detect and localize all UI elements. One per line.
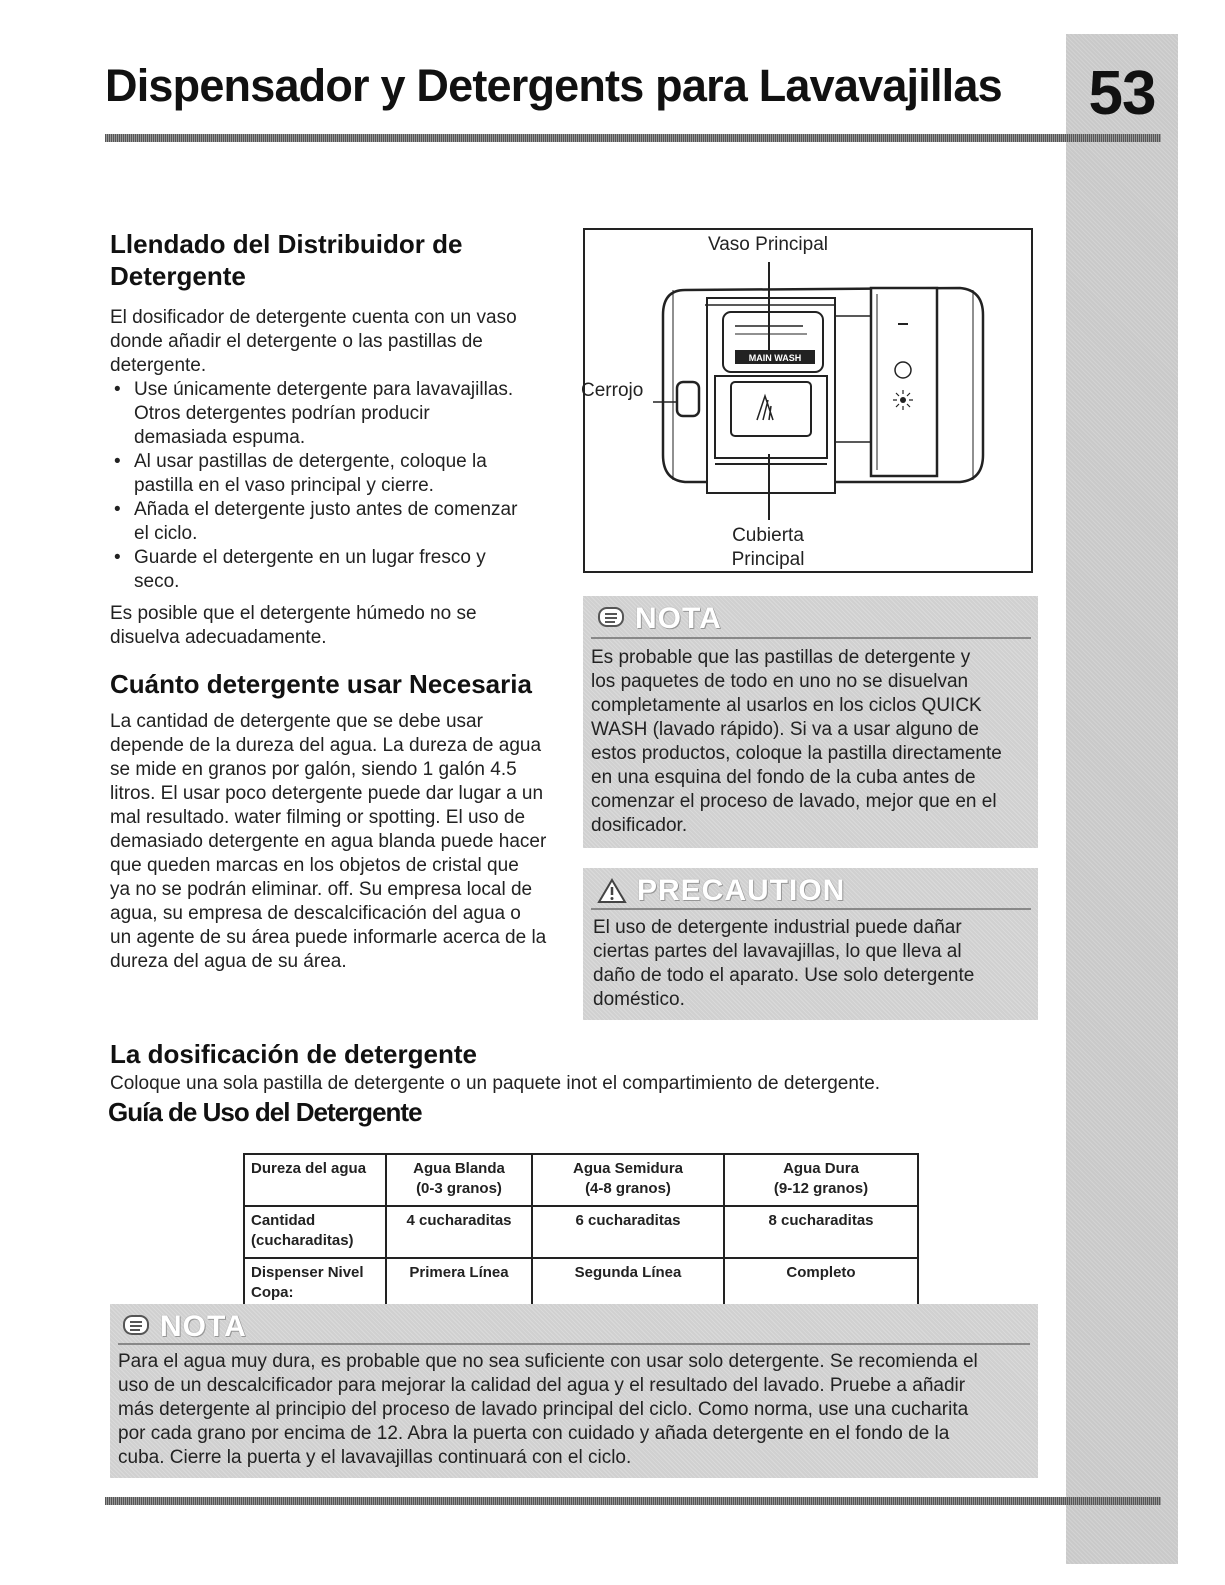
note-header: [122, 1310, 247, 1344]
text-line: dosificador.: [591, 815, 688, 836]
text-line: Otros detergentes podrían producir: [134, 403, 430, 424]
list-item: [110, 498, 570, 546]
table-cell: [532, 1154, 724, 1206]
section-dispenser-filling: [110, 228, 570, 650]
text-line: comenzar el proceso de lavado, mejor que en el: [591, 791, 997, 812]
caution-heading: PRECAUTION: [637, 874, 846, 907]
page-number: 53: [1088, 59, 1156, 128]
cell-text: Agua Dura: [783, 1160, 859, 1177]
text-line: estos productos, coloque la pastilla directamente: [591, 743, 1002, 764]
text-line: donde añadir el detergente o las pastillas de: [110, 331, 483, 352]
note-icon: [122, 1314, 150, 1340]
text-line: seco.: [134, 571, 180, 592]
section-heading: La dosificación de detergente: [110, 1039, 477, 1069]
cell-text: 4 cucharaditas: [406, 1212, 512, 1229]
cell-text: Dispenser Nivel: [251, 1264, 364, 1281]
heading-line: Detergente: [110, 261, 246, 291]
dispenser-illustration: [585, 230, 1031, 571]
note-rule: [591, 637, 1031, 639]
text-line: el ciclo.: [134, 523, 198, 544]
text-line: por cada grano por encima de 12. Abra la puerta con cuidado y añada detergente en el fondo de la: [118, 1423, 950, 1444]
guide-heading: Guía de Uso del Detergente: [108, 1097, 422, 1127]
dispenser-diagram: [583, 228, 1033, 573]
label-line: Principal: [731, 549, 805, 570]
text-line: Use únicamente detergente para lavavajillas.: [134, 379, 514, 400]
cell-text: (0-3 granos): [416, 1180, 502, 1197]
table-row: [244, 1154, 918, 1206]
table-cell: [244, 1154, 386, 1206]
table-cell: [724, 1258, 918, 1310]
cell-text: 8 cucharaditas: [768, 1212, 874, 1229]
text-line: ya no se podrán eliminar. off. Su empresa local de: [110, 879, 533, 900]
section-body: [110, 306, 570, 650]
outro-paragraph: [110, 602, 570, 650]
table-cell: [724, 1206, 918, 1258]
footer-rule: [105, 1497, 1161, 1505]
cell-text: (9-12 granos): [773, 1180, 869, 1197]
table-cell: [724, 1154, 918, 1206]
cell-text: Agua Semidura: [572, 1160, 684, 1177]
table-cell: [386, 1258, 532, 1310]
cell-text: Cantidad: [251, 1212, 316, 1229]
text-line: se mide en granos por galón, siendo 1 galón 4.5: [110, 759, 517, 780]
text-line: Guarde el detergente en un lugar fresco y: [134, 547, 486, 568]
caution-box: [583, 868, 1038, 1020]
text-line: disuelva adecuadamente.: [110, 627, 327, 648]
text-line: detergente.: [110, 355, 207, 376]
text-line: demasiada espuma.: [134, 427, 306, 448]
text-line: Para el agua muy dura, es probable que no sea suficiente con usar solo detergente. Se recomienda el: [118, 1351, 978, 1372]
page-sidebar-tab: [1066, 34, 1178, 1564]
text-line: más detergente al principio del proceso de lavado principal del ciclo. Como norma, use una cucharita: [118, 1399, 969, 1420]
note-text: [118, 1350, 978, 1470]
text-line: WASH (lavado rápido). Si va a usar alguno de: [591, 719, 979, 740]
text-line: daño de todo el aparato. Use solo detergente: [593, 965, 975, 986]
text-line: El dosificador de detergente cuenta con un vaso: [110, 307, 517, 328]
text-line: en una esquina del fondo de la cuba antes de: [591, 767, 976, 788]
text-line: Al usar pastillas de detergente, coloque la: [134, 451, 487, 472]
cell-text: Segunda Línea: [574, 1264, 682, 1281]
section-detergent-dosing: [110, 1038, 1050, 1096]
caution-header: [597, 874, 845, 908]
text-line: dureza del agua de su área.: [110, 951, 347, 972]
table-row: [244, 1206, 918, 1258]
cell-text: 6 cucharaditas: [575, 1212, 681, 1229]
cell-text: (4-8 granos): [585, 1180, 671, 1197]
text-line: Es posible que el detergente húmedo no se: [110, 603, 477, 624]
text-line: los paquetes de todo en uno no se disuelvan: [591, 671, 969, 692]
text-line: depende de la dureza del agua. La dureza de agua: [110, 735, 542, 756]
cell-text: Primera Línea: [409, 1264, 509, 1281]
note-rule: [118, 1343, 1030, 1345]
note-box: [583, 596, 1038, 848]
text-line: demasiado detergente en agua blanda puede hacer: [110, 831, 547, 852]
section-body: Coloque una sola pastilla de detergente o un paquete inot el compartimiento de detergente.: [110, 1073, 881, 1094]
note-heading: NOTA: [160, 1310, 247, 1343]
cell-text: (cucharaditas): [251, 1232, 354, 1249]
table-cell: [244, 1258, 386, 1310]
caution-rule: [591, 908, 1031, 910]
intro-paragraph: [110, 306, 570, 378]
label-latch: Cerrojo: [581, 380, 644, 401]
section-heading: Cuánto detergente usar Necesaria: [110, 669, 532, 699]
bullet-list: [110, 378, 570, 594]
label-line: Cubierta: [732, 525, 804, 546]
text-line: La cantidad de detergente que se debe usar: [110, 711, 483, 732]
text-line: un agente de su área puede informarle acerca de la: [110, 927, 547, 948]
cell-text: Copa:: [251, 1284, 294, 1301]
table-cell: [244, 1206, 386, 1258]
note-text: [591, 646, 1002, 838]
text-line: ciertas partes del lavavajillas, lo que lleva al: [593, 941, 962, 962]
text-line: completamente al usarlos en los ciclos QUICK: [591, 695, 982, 716]
label-main-cup: Vaso Principal: [707, 234, 829, 255]
cup-label: MAIN WASH: [748, 353, 802, 363]
section-heading: [110, 228, 570, 292]
text-line: cuba. Cierre la puerta y el lavavajillas continuará con el ciclo.: [118, 1447, 632, 1468]
cell-text: Agua Blanda: [413, 1160, 505, 1177]
text-line: El uso de detergente industrial puede dañar: [593, 917, 962, 938]
list-item: [110, 546, 570, 594]
cell-text: Dureza del agua: [251, 1160, 367, 1177]
table-cell: [386, 1206, 532, 1258]
header-rule: [105, 134, 1161, 142]
heading-line: Llendado del Distribuidor de: [110, 229, 463, 259]
text-line: agua, su empresa de descalcificación del agua o: [110, 903, 521, 924]
table-cell: [532, 1258, 724, 1310]
section-how-much-detergent: [110, 668, 575, 974]
caution-text: [593, 916, 974, 1012]
list-item: [110, 450, 570, 498]
note-header: [597, 602, 722, 636]
table-cell: [386, 1154, 532, 1206]
section-body: [110, 710, 575, 974]
warning-icon: [597, 878, 627, 904]
note-heading: NOTA: [635, 602, 722, 635]
text-line: Es probable que las pastillas de detergente y: [591, 647, 971, 668]
cell-text: Completo: [786, 1264, 856, 1281]
note-icon: [597, 606, 625, 632]
table-cell: [532, 1206, 724, 1258]
text-line: pastilla en el vaso principal y cierre.: [134, 475, 434, 496]
list-item: [110, 378, 570, 450]
text-line: doméstico.: [593, 989, 685, 1010]
text-line: uso de un descalcificador para mejorar la calidad del agua y el resultado del lavado. Pruebe a añadir: [118, 1375, 966, 1396]
text-line: mal resultado. water filming or spotting. El uso de: [110, 807, 526, 828]
text-line: Añada el detergente justo antes de comenzar: [134, 499, 518, 520]
text-line: que queden marcas en los objetos de cristal que: [110, 855, 519, 876]
page-title: Dispensador y Detergents para Lavavajillas: [105, 60, 1002, 111]
detergent-guide-table: [243, 1153, 919, 1311]
note-box-bottom: [110, 1304, 1038, 1478]
table-row: [244, 1258, 918, 1310]
text-line: litros. El usar poco detergente puede dar lugar a un: [110, 783, 544, 804]
